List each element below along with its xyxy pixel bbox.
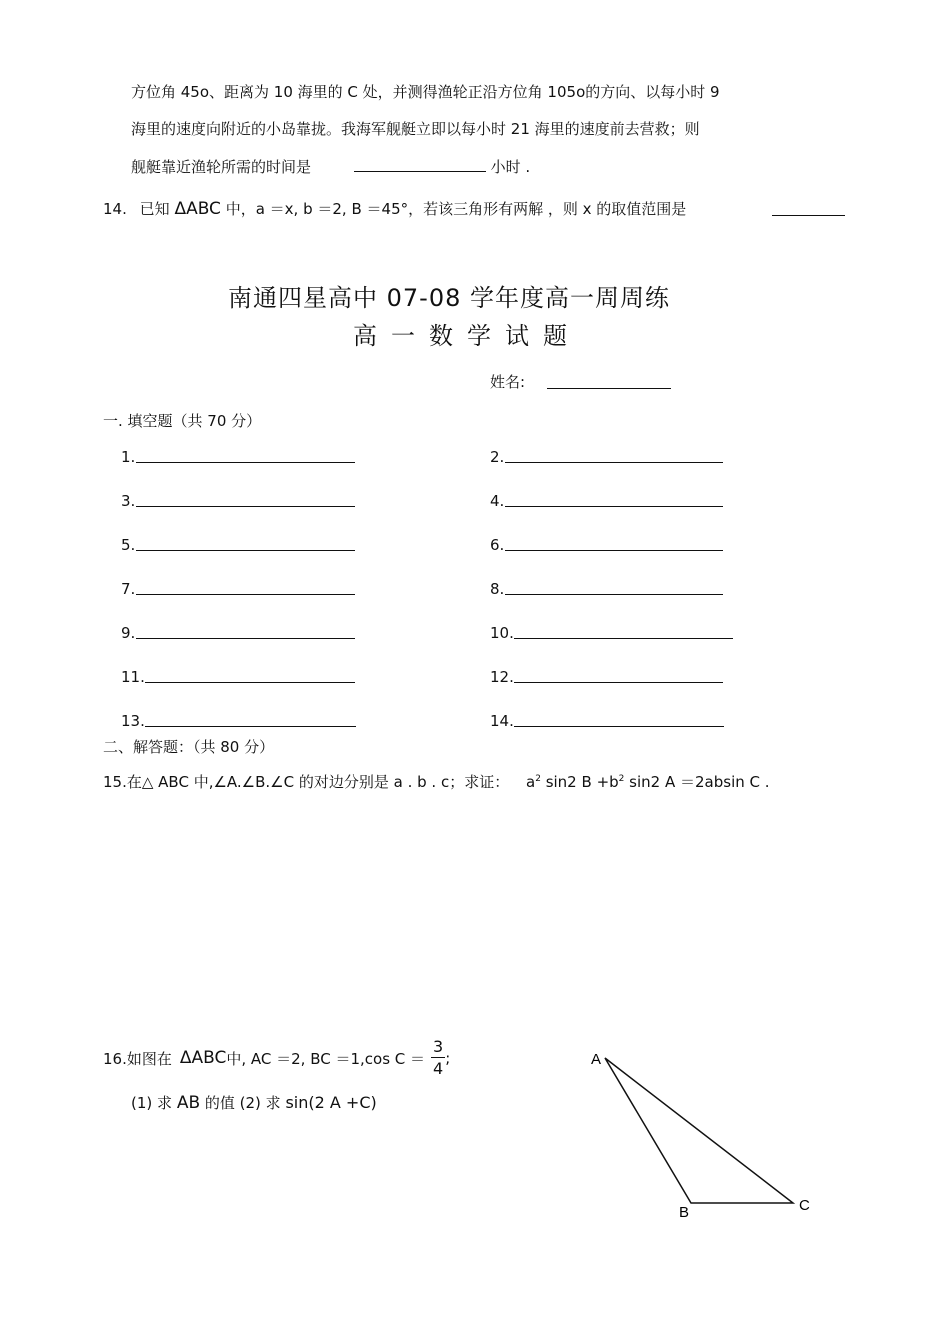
q14-text: 中，a ＝x, b ＝2, B ＝45°，若该三角形有两解 ，则 x 的取值范围是: [225, 200, 687, 218]
answer-label-6: 6.: [490, 536, 505, 554]
page-title: 南通四星高中 07-08 学年度高一周周练: [228, 284, 670, 312]
answer-label-11: 11.: [121, 668, 145, 686]
section2-heading: 二、解答题：（共 80 分）: [103, 738, 275, 756]
q16-frac-den: 4: [433, 1059, 444, 1078]
answer-label-2: 2.: [490, 448, 505, 466]
vertex-label-b: B: [679, 1204, 690, 1221]
answer-line-6[interactable]: [505, 550, 723, 551]
answer-line-3[interactable]: [136, 506, 355, 507]
answer-label-7: 7.: [121, 580, 136, 598]
answer-blank[interactable]: [354, 171, 486, 172]
answer-label-14: 14.: [490, 712, 514, 730]
answer-line-13[interactable]: [145, 726, 356, 727]
q14-answer-blank[interactable]: [772, 215, 845, 216]
q14-prefix: 已知: [139, 200, 170, 218]
answer-line-11[interactable]: [145, 682, 355, 683]
q15-plus: +: [596, 773, 610, 791]
answer-line-7[interactable]: [136, 594, 355, 595]
q15-var-a: a: [525, 773, 536, 791]
answer-line-14[interactable]: [514, 726, 724, 727]
answer-label-5: 5.: [121, 536, 136, 554]
prev-problem-line3: [131, 156, 530, 177]
page-subtitle: 高一数学试题: [353, 322, 581, 350]
answer-label-9: 9.: [121, 624, 136, 642]
answer-line-4[interactable]: [505, 506, 723, 507]
q14-number: 14.: [103, 200, 127, 218]
q15-sin2b: sin2 B: [540, 773, 597, 791]
section1-heading: 一. 填空题（共 70 分）: [103, 412, 262, 430]
answer-label-10: 10.: [490, 624, 514, 642]
name-label: 姓名:: [490, 373, 526, 391]
prev-problem-line1: 方位角 45o、距离为 10 海里的 C 处，并测得渔轮正沿方位角 105o的方向、以每小时 9: [131, 83, 720, 101]
answer-line-10[interactable]: [514, 638, 733, 639]
q15-exp-b: 2: [618, 774, 625, 784]
q16-part2-expr: sin(2 A +C): [285, 1093, 377, 1112]
prev-problem-line3-prefix: 舰艇靠近渔轮所需的时间是: [131, 158, 312, 176]
answer-line-2[interactable]: [505, 462, 723, 463]
q16-prefix: 16.如图在: [103, 1049, 172, 1068]
question-15: [103, 771, 770, 792]
q16-end: ;: [445, 1049, 451, 1067]
triangle-abc-shape: [605, 1058, 793, 1203]
prev-problem-line3-suffix: 小时 .: [490, 158, 531, 176]
q16-part1-end: 的值 (2) 求: [204, 1094, 281, 1112]
answer-line-5[interactable]: [136, 550, 355, 551]
q15-exp-a: 2: [535, 774, 541, 784]
q16-part1-label: (1) 求: [131, 1094, 173, 1112]
q16-text: 中, AC ＝2, BC ＝1,cos C ＝: [226, 1049, 426, 1068]
q16-fraction: [431, 1039, 445, 1077]
q16-parts: [131, 1092, 377, 1113]
vertex-label-a: A: [591, 1051, 602, 1068]
q16-frac-num: 3: [433, 1037, 444, 1056]
answer-label-8: 8.: [490, 580, 505, 598]
answer-line-8[interactable]: [505, 594, 723, 595]
answer-label-3: 3.: [121, 492, 136, 510]
vertex-label-c: C: [799, 1197, 810, 1214]
q15-var-b: b: [609, 773, 619, 791]
q15-prefix: 15.在△ ABC 中,∠A.∠B.∠C 的对边分别是 a . b . c；求证：: [103, 773, 510, 791]
name-field[interactable]: [547, 388, 671, 389]
answer-line-1[interactable]: [136, 462, 355, 463]
answer-label-4: 4.: [490, 492, 505, 510]
answer-line-12[interactable]: [514, 682, 723, 683]
q15-formula-end: sin2 A ＝2absin C .: [624, 773, 770, 791]
q16-part1-var: AB: [176, 1093, 201, 1113]
triangle-figure: [585, 1040, 825, 1230]
answer-label-1: 1.: [121, 448, 136, 466]
answer-label-13: 13.: [121, 712, 145, 730]
q16-triangle: ΔABC: [179, 1048, 227, 1068]
answer-line-9[interactable]: [136, 638, 355, 639]
answer-label-12: 12.: [490, 668, 514, 686]
question-14: [103, 198, 686, 219]
q14-triangle: ΔABC: [174, 199, 221, 219]
prev-problem-line2: 海里的速度向附近的小岛靠拢。我海军舰艇立即以每小时 21 海里的速度前去营救；则: [131, 120, 700, 138]
question-16: [103, 1030, 450, 1086]
q15-formula: [526, 773, 770, 791]
